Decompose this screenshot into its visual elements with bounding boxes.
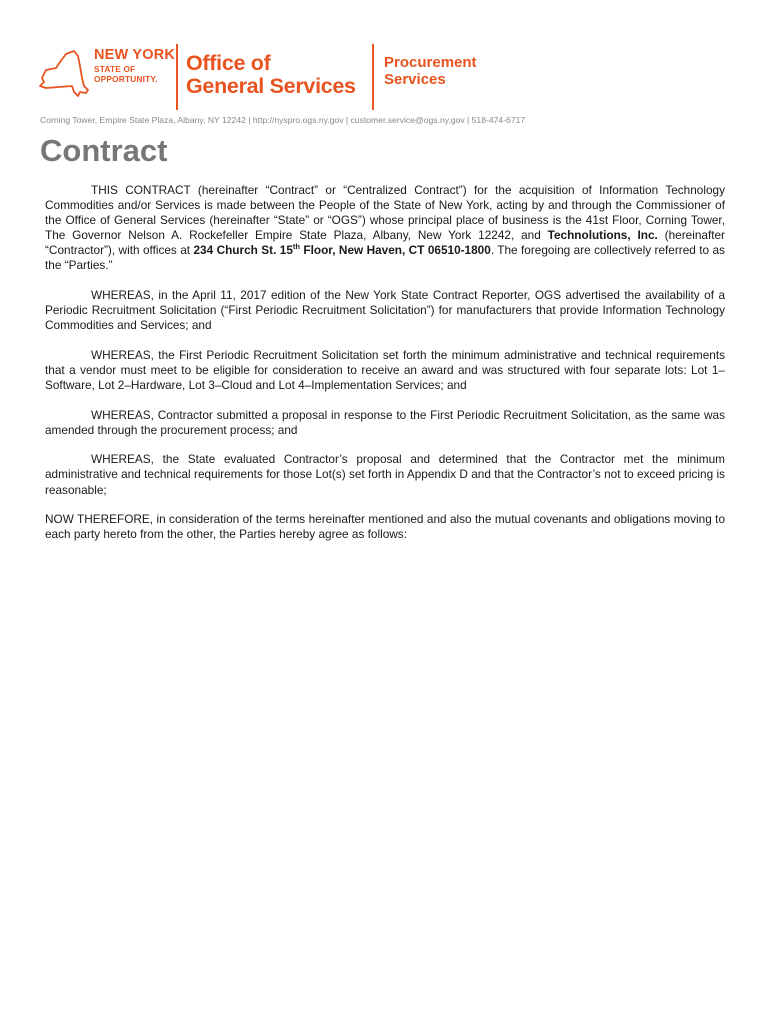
contractor-address-b: Floor, New Haven, CT 06510-1800: [299, 243, 491, 258]
state-name: NEW YORK: [94, 47, 176, 63]
p1-text-a: THIS CONTRACT (hereinafter “Contract” or “Centralized Contract”) for the acquisition of Information Technology Commodities and/or Services is made between the People of the State of New York, acting by and through the Commissioner of the Office of General Services (hereinafter “State” or “OGS”) whose principal place of business is the 41st Floor, Corning Tower, The Governor Nelson A. Rockefeller Empire State Plaza, Albany, New York 12242, and: [45, 183, 725, 243]
paragraph-whereas-3: WHEREAS, Contractor submitted a proposal in response to the First Periodic Recruitment Solicitation, as the same was amended through the procurement process; and: [45, 407, 725, 437]
office-name: [186, 52, 356, 98]
new-york-state-map-icon: [36, 48, 92, 100]
division-name: [384, 54, 477, 88]
division-line-2: Services: [384, 71, 446, 88]
p1-text-c: . The foregoing are collectively referred to as the “Parties.”: [45, 243, 725, 273]
paragraph-whereas-2: WHEREAS, the First Periodic Recruitment Solicitation set forth the minimum administrative and technical requirements that a vendor must meet to be eligible for consideration to receive an award and was structured with four separate lots: Lot 1–Software, Lot 2–Hardware, Lot 3–Cloud and Lot 4–Implementation Services; and: [45, 347, 725, 393]
paragraph-parties: [45, 183, 725, 274]
contractor-address-a: 234 Church St. 15: [193, 243, 293, 258]
page-title: Contract: [40, 133, 168, 168]
header-divider: [176, 44, 178, 110]
header-divider: [372, 44, 374, 110]
office-line-2: General Services: [186, 74, 356, 98]
contact-address-line: Corning Tower, Empire State Plaza, Albany, NY 12242 | http://nyspro.ogs.ny.gov | customer.service@ogs.ny.gov | 518-474-6717: [40, 115, 526, 125]
ordinal-suffix: th: [292, 242, 300, 252]
division-line-1: Procurement: [384, 54, 477, 71]
contractor-address: [193, 243, 490, 257]
contractor-name: Technolutions, Inc.: [547, 228, 658, 243]
paragraph-now-therefore: NOW THEREFORE, in consideration of the terms hereinafter mentioned and also the mutual covenants and obligations moving to each party hereto from the other, the Parties hereby agree as follows:: [45, 512, 725, 542]
ny-state-wordmark: [94, 48, 175, 83]
office-line-1: Office of: [186, 51, 271, 75]
letterhead: [36, 40, 736, 114]
contract-body: [45, 183, 725, 557]
paragraph-whereas-1: WHEREAS, in the April 11, 2017 edition of the New York State Contract Reporter, OGS advertised the availability of a Periodic Recruitment Solicitation (“First Periodic Recruitment Solicitation”) for manufacturers that provide Information Technology Commodities and Services; and: [45, 288, 725, 333]
state-of: STATE OF: [94, 63, 136, 74]
paragraph-whereas-4: WHEREAS, the State evaluated Contractor’s proposal and determined that the Contractor met the minimum administrative and technical requirements for those Lot(s) set forth in Appendix D and that the Contractor’s not to exceed pricing is reasonable;: [45, 452, 725, 497]
state-opportunity: OPPORTUNITY.: [94, 73, 158, 84]
p1-text-b: (hereinafter “Contractor”), with offices at: [45, 228, 725, 258]
